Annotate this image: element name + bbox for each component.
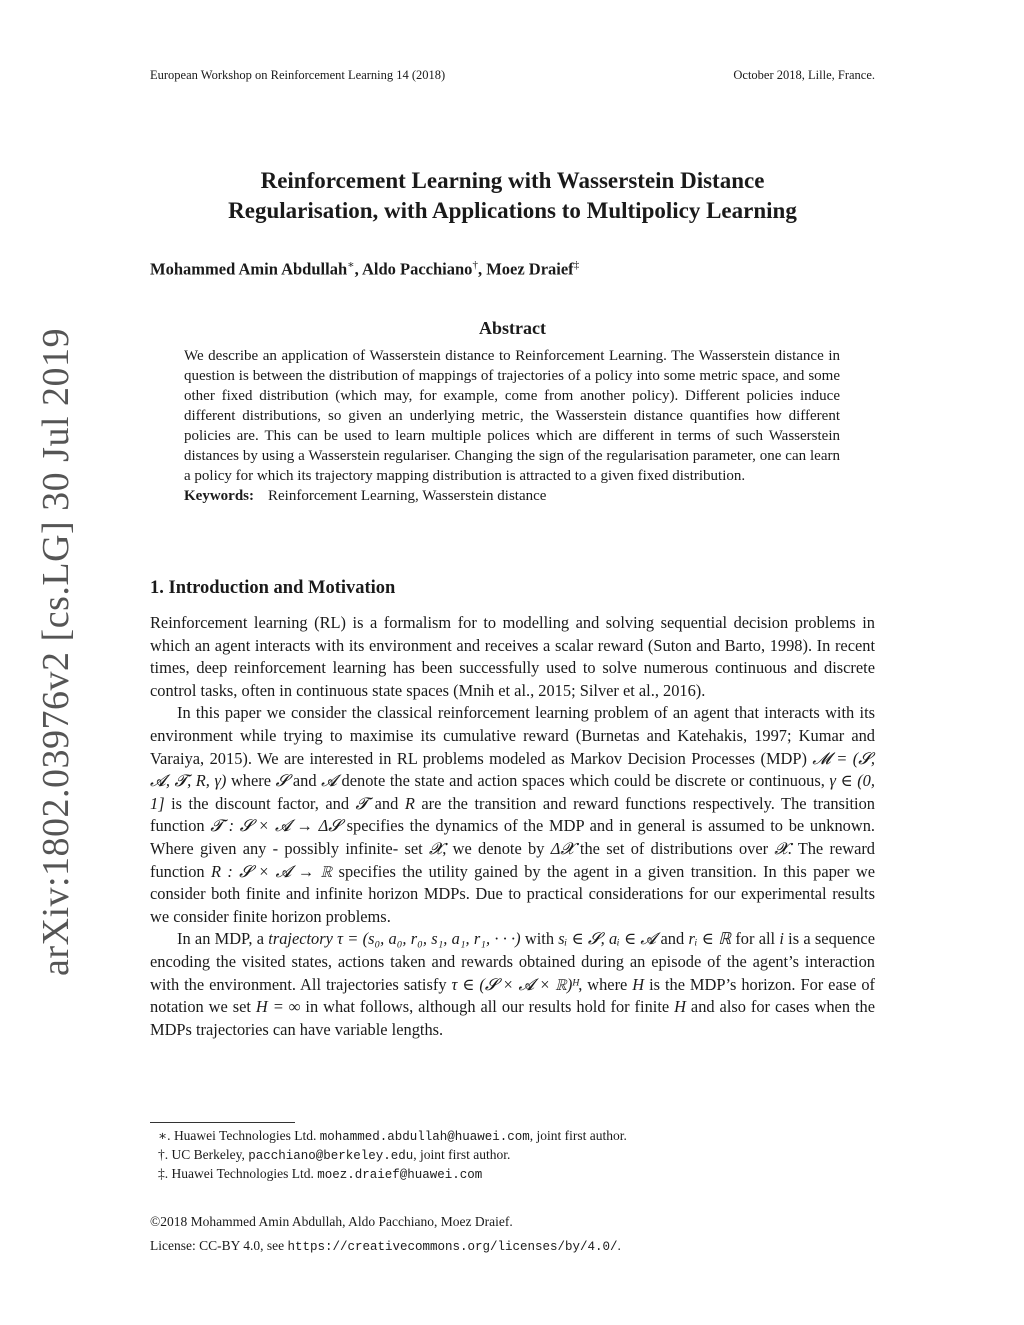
copyright-notice: ©2018 Mohammed Amin Abdullah, Aldo Pacchiano, Moez Draief. [150,1214,513,1229]
keywords-value: Reinforcement Learning, Wasserstein distance [268,488,547,504]
author-name: Moez Draief [486,259,574,279]
abstract-heading: Abstract [479,318,546,338]
footnote-2: †. UC Berkeley, pacchiano@berkeley.edu, joint first author. [158,1147,511,1163]
author-list: Mohammed Amin Abdullah∗, Aldo Pacchiano†, Moez Draief‡ [150,259,580,279]
author-email[interactable]: mohammed.abdullah@huawei.com [319,1130,530,1144]
section-body [150,612,875,1041]
author-footnote-mark: ‡ [573,259,580,271]
section-heading: 1. Introduction and Motivation [150,578,396,598]
math-transition-function: 𝓣 : 𝓢 × 𝓐 → Δ𝓢 [210,816,341,836]
abstract-text: We describe an application of Wasserstein distance to Reinforcement Learning. The Wasserstein distance in question is between the distribution of mappings of trajectories of a policy into some metric space, and some other fixed distribution (which may, for example, come from another policy). Different policies induce different distributions, so given an underlying metric, the Wasserstein distance quantifies how different policies are. This can be used to learn multiple polices which are different in terms of such Wasserstein distances by using a Wasserstein regulariser. Changing the sign of the regularisation parameter, one can learn a policy for which its trajectory mapping distribution is attracted to a given fixed distribution. [184,348,840,484]
paragraph-3: In an MDP, a trajectory τ = (s₀, a₀, r₀, s₁, a₁, r₁, · · ·) with sᵢ ∈ 𝓢, aᵢ ∈ 𝓐 and rᵢ ∈ ℝ for all i is a sequence encoding the visited states, actions taken and rewards obtained during an episode of the agent’s interaction with the environment. All trajectories satisfy τ ∈ (𝓢 × 𝓐 × ℝ)ᴴ, where H is the MDP’s horizon. For ease of notation we set H = ∞ in what follows, although all our results hold for finite H and also for cases when the MDPs trajectories can have variable lengths. [150,929,876,1039]
header-venue: European Workshop on Reinforcement Learning 14 (2018) [150,68,446,82]
author-name: Mohammed Amin Abdullah [150,259,348,279]
math-membership: sᵢ ∈ 𝓢, aᵢ ∈ 𝓐 [558,929,657,949]
author-email[interactable]: pacchiano@berkeley.edu [248,1149,414,1163]
footnote-1: ∗. Huawei Technologies Ltd. mohammed.abdullah@huawei.com, joint first author. [158,1128,627,1144]
paper-title [150,166,875,226]
keywords-line [184,486,840,506]
author-footnote-mark: † [472,259,478,271]
footnote-divider [150,1122,295,1123]
license-link[interactable]: https://creativecommons.org/licenses/by/4.0/ [287,1240,618,1254]
paragraph-2: In this paper we consider the classical reinforcement learning problem of an agent that interacts with its environment while trying to maximise its cumulative reward (Burnetas and Katehakis, 1997; Kumar and Varaiya, 2015). We are interested in RL problems modeled as Markov Decision Processes (MDP) 𝓜 = (𝓢, 𝓐, 𝓣, R, γ) where 𝓢 and 𝓐 denote the state and action spaces which could be discrete or continuous, γ ∈ (0, 1] is the discount factor, and 𝓣 and R are the transition and reward functions respectively. The transition function 𝓣 : 𝓢 × 𝓐 → Δ𝓢 specifies the dynamics of the MDP and in general is assumed to be unknown. Where given any - possibly infinite- set 𝓧, we denote by Δ𝓧 the set of distributions over 𝓧. The reward function R : 𝓢 × 𝓐 → ℝ specifies the utility gained by the agent in a given transition. In this paper we consider both finite and infinite horizon MDPs. Due to practical considerations for our experimental results we consider finite horizon problems. [150,703,876,926]
author-name: Aldo Pacchiano [361,259,473,279]
math-trajectory-space: τ ∈ (𝓢 × 𝓐 × ℝ)ᴴ [451,974,579,994]
title-line-1: Reinforcement Learning with Wasserstein Distance [260,168,765,193]
term-trajectory: trajectory [268,929,333,949]
math-action-space: 𝓐 [321,771,337,791]
math-state-space: 𝓢 [275,771,289,791]
footnote-3: ‡. Huawei Technologies Ltd. moez.draief@huawei.com [158,1166,483,1182]
running-header [150,68,875,83]
title-line-2: Regularisation, with Applications to Multipolicy Learning [228,198,797,223]
author-email[interactable]: moez.draief@huawei.com [317,1168,483,1182]
math-trajectory: τ = (s₀, a₀, r₀, s₁, a₁, r₁, · · ·) [332,929,521,949]
math-reward: R [404,793,415,813]
math-set-x: 𝓧 [428,838,443,858]
math-horizon: H [632,974,645,994]
math-discount: γ ∈ (0, 1] [150,771,875,813]
arxiv-identifier: arXiv:1802.03976v2 [cs.LG] 30 Jul 2019 [35,327,77,977]
math-infinite-horizon: H = ∞ [255,997,301,1017]
math-mdp-tuple: 𝓜 = (𝓢, 𝓐, 𝓣, R, γ) [150,748,876,791]
math-reward-function: R : 𝓢 × 𝓐 → ℝ [210,861,333,881]
paragraph-1: Reinforcement learning (RL) is a formalism for to modelling and solving sequential decision problems in which an agent interacts with its environment and receives a scalar reward (Suton and Barto, 1998). In recent times, deep reinforcement learning has been successfully used to solve numerous continuous and discrete control tasks, often in continuous state spaces (Mnih et al., 2015; Silver et al., 2016). [150,613,875,700]
abstract-block [184,346,840,506]
author-footnote-mark: ∗ [347,259,355,271]
math-horizon: H [674,997,686,1017]
math-transition: 𝓣 [355,793,369,813]
keywords-label: Keywords: [184,488,254,504]
header-date-location: October 2018, Lille, France. [733,68,875,82]
license-notice: License: CC-BY 4.0, see https://creativecommons.org/licenses/by/4.0/. [150,1238,621,1254]
math-reward-membership: rᵢ ∈ ℝ [688,929,732,949]
math-index: i [779,929,784,949]
footnotes [150,1127,875,1184]
math-set-x: 𝓧 [774,838,788,858]
math-distributions: Δ𝓧 [550,838,574,858]
